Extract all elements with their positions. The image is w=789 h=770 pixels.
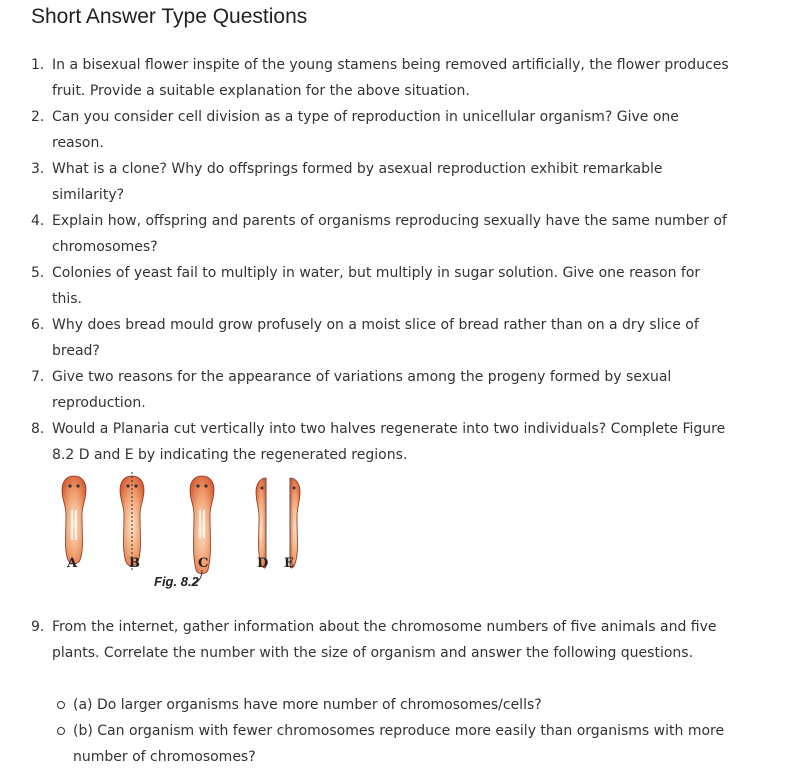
question-number: 2.	[31, 109, 45, 125]
question-text: What is a clone? Why do offsprings formed by asexual reproduction exhibit remarkable similarity?	[52, 161, 663, 203]
bullet-icon	[57, 701, 65, 709]
question-text: Colonies of yeast fail to multiply in water, but multiply in sugar solution. Give one reason for this.	[52, 265, 701, 307]
question-number: 9.	[31, 619, 45, 635]
subquestion-text: (b) Can organism with fewer chromosomes reproduce more easily than organisms with more number of chromosomes?	[73, 723, 725, 765]
figure-label-a: A	[67, 556, 78, 571]
subquestion-a	[73, 692, 753, 718]
question-text: Give two reasons for the appearance of variations among the progeny formed by sexual reproduction.	[52, 369, 672, 411]
question-2	[31, 104, 731, 156]
figure-label-e: E	[284, 556, 294, 571]
question-number: 4.	[31, 213, 45, 229]
question-text: In a bisexual flower inspite of the young stamens being removed artificially, the flower produces fruit. Provide a suitable explanation for the above situation.	[52, 57, 729, 99]
question-text: From the internet, gather information about the chromosome numbers of five animals and five plants. Correlate the number with the size of organism and answer the following questions.	[52, 619, 717, 661]
question-number: 1.	[31, 57, 45, 73]
question-number: 6.	[31, 317, 45, 333]
question-number: 3.	[31, 161, 45, 177]
question-number: 7.	[31, 369, 45, 385]
question-text: Explain how, offspring and parents of organisms reproducing sexually have the same number of chromosomes?	[52, 213, 727, 255]
planaria-figure	[52, 470, 322, 590]
planaria-a	[62, 476, 86, 564]
bullet-icon	[57, 727, 65, 735]
figure-caption: Fig. 8.2	[154, 574, 199, 589]
question-text: Would a Planaria cut vertically into two halves regenerate into two individuals? Complete Figure 8.2 D and E by indicating the regenerated regions.	[52, 421, 726, 463]
planaria-d	[256, 478, 266, 568]
figure-label-c: C	[198, 556, 209, 571]
page-title: Short Answer Type Questions	[31, 5, 308, 28]
subquestion-b	[73, 718, 753, 770]
question-7	[31, 364, 731, 416]
question-8	[31, 416, 731, 468]
figure-label-b: B	[129, 556, 140, 571]
question-number: 5.	[31, 265, 45, 281]
question-3	[31, 156, 731, 208]
question-text: Why does bread mould grow profusely on a moist slice of bread rather than on a dry slice of bread?	[52, 317, 699, 359]
question-1	[31, 52, 731, 104]
question-4	[31, 208, 731, 260]
question-number: 8.	[31, 421, 45, 437]
figure-label-d: D	[257, 556, 269, 571]
question-5	[31, 260, 731, 312]
planaria-e	[290, 478, 300, 568]
subquestion-text: (a) Do larger organisms have more number of chromosomes/cells?	[73, 697, 542, 713]
question-9	[31, 614, 731, 666]
question-6	[31, 312, 731, 364]
question-text: Can you consider cell division as a type of reproduction in unicellular organism? Give one reason.	[52, 109, 679, 151]
